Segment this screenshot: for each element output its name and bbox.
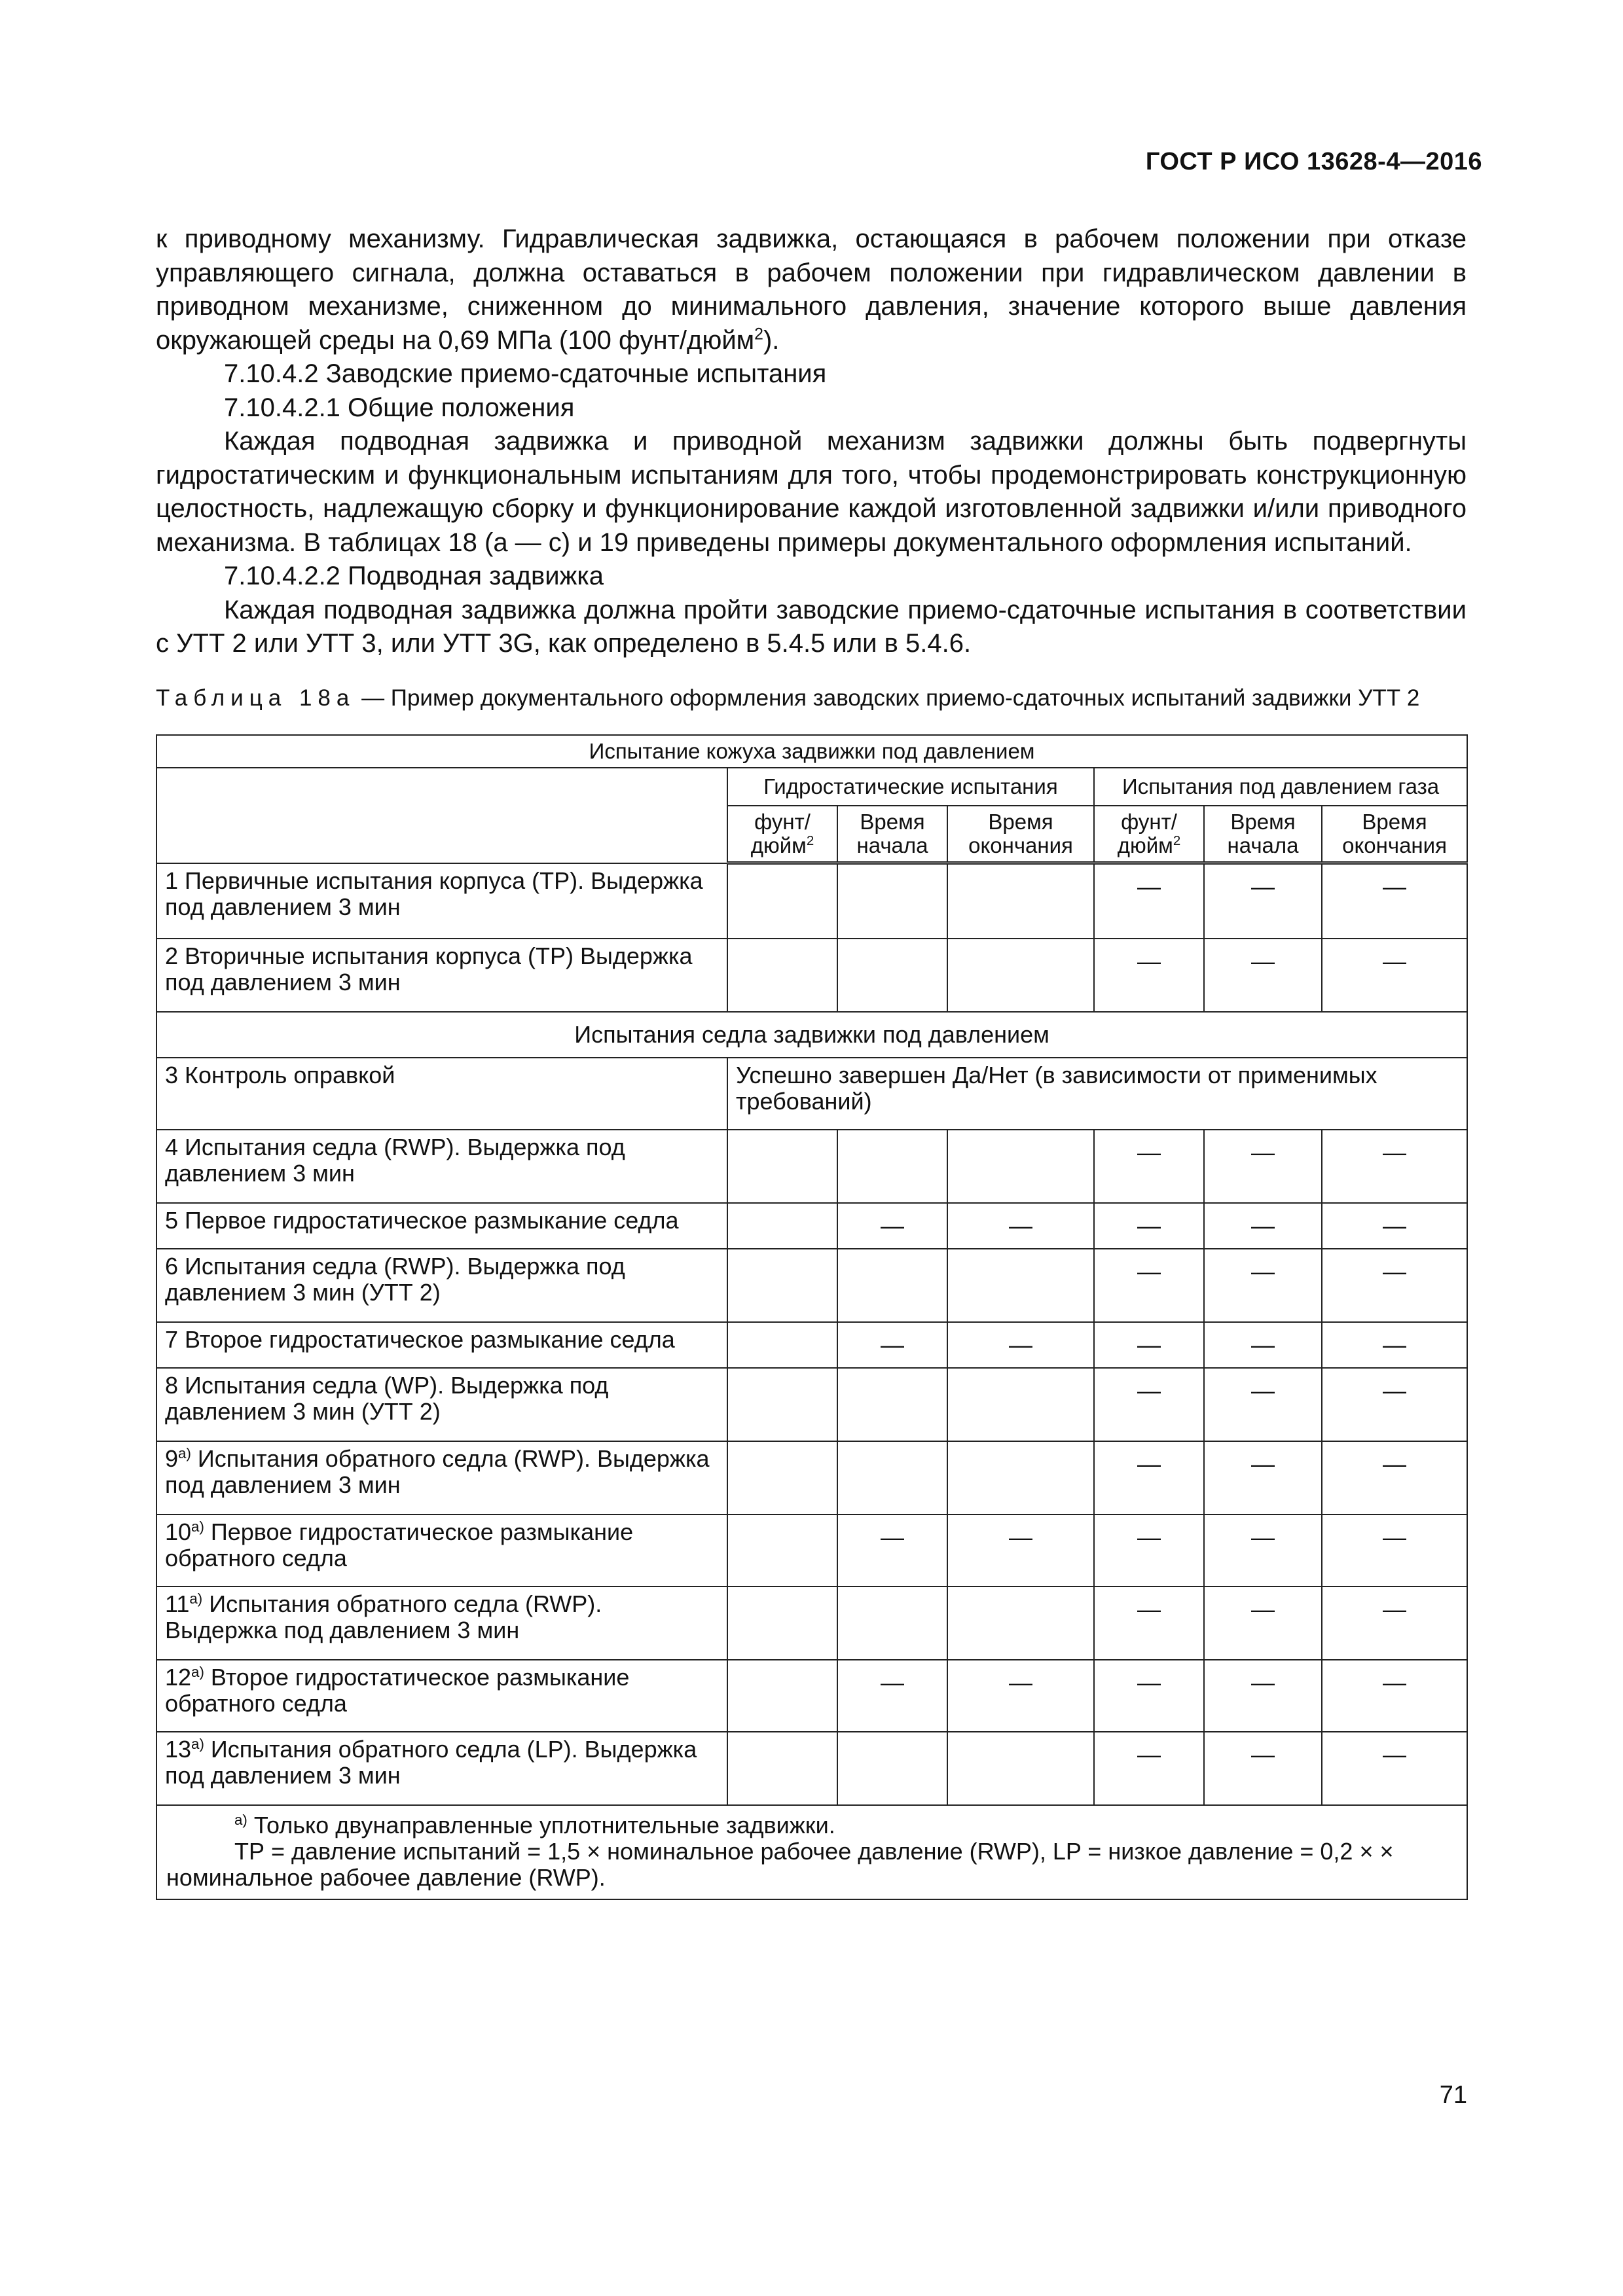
cell-empty [727, 1441, 837, 1515]
table-caption-text: — Пример документального оформления заводских приемо-сдаточных испытаний задвижки УТТ 2 [355, 685, 1420, 711]
cell-empty [727, 1660, 837, 1732]
header-psi: фунт/ дюйм$^2$ [727, 806, 837, 863]
section-seat-tests: Испытания седла задвижки под давлением [156, 1012, 1467, 1058]
merged-result-cell: Успешно завершен Да/Нет (в зависимости от применимых требований) [727, 1058, 1467, 1130]
table-row [156, 1058, 1467, 1130]
cell-dash: — [1094, 1322, 1204, 1368]
cell-dash: — [1094, 1441, 1204, 1515]
row-label: 3 Контроль оправкой [156, 1058, 727, 1130]
page-number: 71 [1439, 2081, 1467, 2109]
cell-empty [947, 1441, 1094, 1515]
header-end-time: Время окончания [1322, 806, 1467, 863]
table-caption [156, 684, 1467, 713]
cell-dash: — [947, 1660, 1094, 1732]
paragraph: к приводному механизму. Гидравлическая задвижка, остающаяся в рабочем положении при отказе управляющего сигнала, должна оставаться в рабочем положении при гидравлическом давлении в приводном механизме, сниженном до минимального давления, значение которого выше давления окружающей среды на 0,69 МПа (100 фунт/дюйм$^2$). [156, 224, 1467, 355]
cell-empty [947, 863, 1094, 939]
cell-dash: — [1204, 1368, 1322, 1441]
section-heading: 7.10.4.2.2 Подводная задвижка [224, 562, 604, 590]
row-label: $12^{а)}$ Второе гидростатическое размыкание обратного седла [156, 1660, 727, 1732]
header-start-time: Время начала [837, 806, 947, 863]
cell-dash: — [1204, 1322, 1322, 1368]
cell-empty [837, 1441, 947, 1515]
header-start-time: Время начала [1204, 806, 1322, 863]
row-label: 8 Испытания седла (WP). Выдержка под давлением 3 мин (УТТ 2) [156, 1368, 727, 1441]
cell-dash: — [1322, 1322, 1467, 1368]
table-row [156, 1660, 1467, 1732]
cell-dash: — [837, 1515, 947, 1587]
cell-dash: — [1322, 1515, 1467, 1587]
cell-dash: — [1094, 1368, 1204, 1441]
cell-empty [727, 1322, 837, 1368]
cell-dash: — [1094, 1732, 1204, 1805]
section-heading: 7.10.4.2.1 Общие положения [224, 393, 575, 422]
cell-empty [727, 939, 837, 1012]
cell-dash: — [1094, 863, 1204, 939]
row-label: 2 Вторичные испытания корпуса (ТР) Выдержка под давлением 3 мин [156, 939, 727, 1012]
table-section-row [156, 1012, 1467, 1058]
cell-dash: — [1322, 1660, 1467, 1732]
header-psi: фунт/ дюйм$^2$ [1094, 806, 1204, 863]
cell-empty [727, 1368, 837, 1441]
row-label: 5 Первое гидростатическое размыкание седла [156, 1203, 727, 1249]
header-hydro-group: Гидростатические испытания [727, 768, 1094, 806]
note-abbreviations: ТР = давление испытаний = 1,5 × номинальное рабочее давление (RWP), LP = низкое давление = 0,2 × × номинальное рабочее давление (RWP). [166, 1837, 1394, 1891]
cell-dash: — [1322, 1441, 1467, 1515]
section-heading: 7.10.4.2 Заводские приемо-сдаточные испытания [224, 359, 827, 388]
paragraph: Каждая подводная задвижка должна пройти заводские приемо-сдаточные испытания в соответствии с УТТ 2 или УТТ 3, или УТТ 3G, как определено в 5.4.5 или в 5.4.6. [156, 595, 1467, 658]
table-row [156, 1368, 1467, 1441]
cell-dash: — [1322, 1368, 1467, 1441]
cell-dash: — [1204, 1660, 1322, 1732]
cell-dash: — [1322, 1130, 1467, 1203]
cell-dash: — [1322, 1732, 1467, 1805]
row-label: $11^{а)}$ Испытания обратного седла (RWP). Выдержка под давлением 3 мин [156, 1587, 727, 1660]
cell-empty [837, 1249, 947, 1322]
cell-empty [947, 1249, 1094, 1322]
cell-empty [727, 1249, 837, 1322]
table-row [156, 939, 1467, 1012]
row-label: $9^{а)}$ Испытания обратного седла (RWP). Выдержка под давлением 3 мин [156, 1441, 727, 1515]
table-row [156, 1587, 1467, 1660]
cell-empty [947, 1587, 1094, 1660]
row-label: 7 Второе гидростатическое размыкание седла [156, 1322, 727, 1368]
paragraph: Каждая подводная задвижка и приводной механизм задвижки должны быть подвергнуты гидростатическим и функциональным испытаниям для того, чтобы продемонстрировать конструкционную целостность, надлежащую сборку и функционирование каждой изготовленной задвижки и/или приводного механизма. В таблицах 18 (а — с) и 19 приведены примеры документального оформления испытаний. [156, 427, 1467, 557]
cell-empty [947, 1368, 1094, 1441]
document-code: ГОСТ Р ИСО 13628-4—2016 [1145, 148, 1482, 175]
cell-dash: — [947, 1322, 1094, 1368]
row-label: $10^{а)}$ Первое гидростатическое размыкание обратного седла [156, 1515, 727, 1587]
cell-dash: — [1094, 1249, 1204, 1322]
cell-dash: — [947, 1515, 1094, 1587]
cell-empty [727, 1203, 837, 1249]
table-row [156, 1203, 1467, 1249]
cell-empty [727, 1130, 837, 1203]
cell-empty [727, 1732, 837, 1805]
table-caption-label: Таблица 18а [156, 685, 356, 711]
cell-dash: — [1204, 1441, 1322, 1515]
table-notes-row [156, 1805, 1467, 1899]
cell-dash: — [1094, 939, 1204, 1012]
cell-dash: — [1094, 1130, 1204, 1203]
cell-empty [727, 1587, 837, 1660]
table-header-row [156, 735, 1467, 768]
cell-dash: — [1094, 1515, 1204, 1587]
table-row [156, 1249, 1467, 1322]
cell-dash: — [837, 1322, 947, 1368]
header-end-time: Время окончания [947, 806, 1094, 863]
cell-dash: — [1204, 1732, 1322, 1805]
cell-empty [837, 1368, 947, 1441]
row-label: 1 Первичные испытания корпуса (ТР). Выдержка под давлением 3 мин [156, 863, 727, 939]
table-header-top: Испытание кожуха задвижки под давлением [156, 735, 1467, 768]
cell-empty [947, 1130, 1094, 1203]
header-gas-group: Испытания под давлением газа [1094, 768, 1467, 806]
cell-dash: — [1204, 1130, 1322, 1203]
cell-dash: — [1204, 1587, 1322, 1660]
body-text [156, 223, 1467, 661]
table-row [156, 1732, 1467, 1805]
table-header-blank [156, 768, 727, 863]
row-label: 6 Испытания седла (RWP). Выдержка под давлением 3 мин (УТТ 2) [156, 1249, 727, 1322]
note-footnote: $^{а)}$ Только двунаправленные уплотнительные задвижки. [234, 1811, 835, 1839]
test-record-table [156, 734, 1468, 1900]
table-notes [156, 1805, 1467, 1899]
cell-dash: — [947, 1203, 1094, 1249]
table-row [156, 1515, 1467, 1587]
table-row [156, 1130, 1467, 1203]
cell-empty [947, 1732, 1094, 1805]
cell-dash: — [1322, 1203, 1467, 1249]
cell-dash: — [1204, 1203, 1322, 1249]
cell-dash: — [1204, 939, 1322, 1012]
cell-dash: — [1094, 1203, 1204, 1249]
cell-empty [837, 1587, 947, 1660]
cell-dash: — [1322, 939, 1467, 1012]
cell-empty [837, 939, 947, 1012]
cell-dash: — [1322, 1249, 1467, 1322]
cell-empty [727, 1515, 837, 1587]
cell-empty [837, 1732, 947, 1805]
cell-dash: — [837, 1203, 947, 1249]
table-row [156, 863, 1467, 939]
cell-dash: — [1204, 1249, 1322, 1322]
row-label: 4 Испытания седла (RWP). Выдержка под давлением 3 мин [156, 1130, 727, 1203]
cell-dash: — [1322, 863, 1467, 939]
cell-empty [727, 863, 837, 939]
table-row [156, 1441, 1467, 1515]
table-row [156, 1322, 1467, 1368]
cell-dash: — [1204, 1515, 1322, 1587]
cell-dash: — [1094, 1660, 1204, 1732]
cell-empty [837, 1130, 947, 1203]
cell-empty [837, 863, 947, 939]
table-header-row [156, 768, 1467, 806]
cell-dash: — [1204, 863, 1322, 939]
row-label: $13^{а)}$ Испытания обратного седла (LP). Выдержка под давлением 3 мин [156, 1732, 727, 1805]
cell-dash: — [1322, 1587, 1467, 1660]
cell-dash: — [837, 1660, 947, 1732]
cell-dash: — [1094, 1587, 1204, 1660]
cell-empty [947, 939, 1094, 1012]
